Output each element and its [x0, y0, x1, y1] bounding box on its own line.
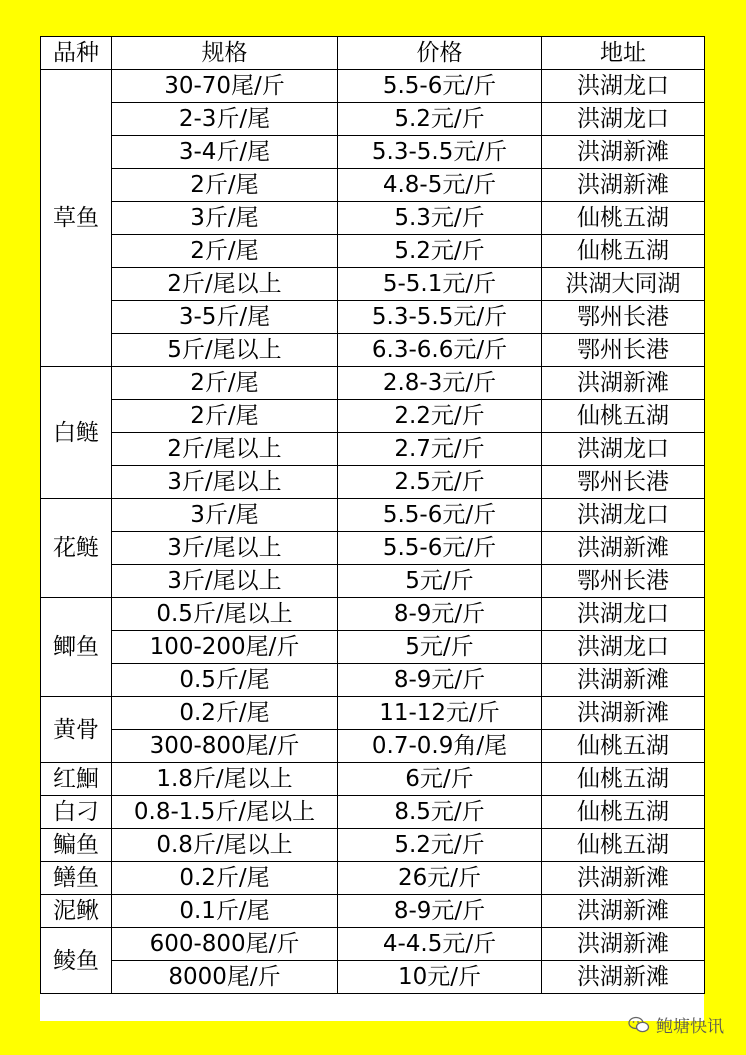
price-cell: 6.3-6.6元/斤 [338, 334, 542, 367]
watermark [628, 1012, 724, 1037]
spec-cell: 100-200尾/斤 [112, 631, 338, 664]
location-cell: 洪湖龙口 [542, 631, 705, 664]
price-cell: 11-12元/斤 [338, 697, 542, 730]
header-location: 地址 [542, 37, 705, 70]
location-cell: 仙桃五湖 [542, 400, 705, 433]
table-row [41, 301, 705, 334]
header-spec: 规格 [112, 37, 338, 70]
species-cell: 鲮鱼 [41, 928, 112, 994]
location-cell: 仙桃五湖 [542, 235, 705, 268]
price-cell: 8-9元/斤 [338, 664, 542, 697]
table-row [41, 367, 705, 400]
location-cell: 洪湖龙口 [542, 598, 705, 631]
spec-cell: 3斤/尾 [112, 202, 338, 235]
table-row [41, 400, 705, 433]
spec-cell: 30-70尾/斤 [112, 70, 338, 103]
price-cell: 5.5-6元/斤 [338, 499, 542, 532]
spec-cell: 3斤/尾以上 [112, 532, 338, 565]
table-row [41, 136, 705, 169]
location-cell: 仙桃五湖 [542, 796, 705, 829]
price-cell: 26元/斤 [338, 862, 542, 895]
price-cell: 4.8-5元/斤 [338, 169, 542, 202]
spec-cell: 3斤/尾以上 [112, 466, 338, 499]
spec-cell: 2-3斤/尾 [112, 103, 338, 136]
location-cell: 洪湖新滩 [542, 928, 705, 961]
species-cell: 黄骨 [41, 697, 112, 763]
location-cell: 仙桃五湖 [542, 202, 705, 235]
table-row [41, 895, 705, 928]
price-cell: 5元/斤 [338, 565, 542, 598]
table-row [41, 928, 705, 961]
spec-cell: 0.5斤/尾 [112, 664, 338, 697]
location-cell: 洪湖龙口 [542, 70, 705, 103]
table-row [41, 466, 705, 499]
price-cell: 2.7元/斤 [338, 433, 542, 466]
location-cell: 洪湖新滩 [542, 136, 705, 169]
spec-cell: 5斤/尾以上 [112, 334, 338, 367]
price-cell: 5.5-6元/斤 [338, 70, 542, 103]
location-cell: 洪湖新滩 [542, 697, 705, 730]
table-body [41, 70, 705, 994]
price-cell: 5.2元/斤 [338, 103, 542, 136]
spec-cell: 2斤/尾 [112, 169, 338, 202]
wechat-icon [628, 1016, 650, 1034]
price-cell: 0.7-0.9角/尾 [338, 730, 542, 763]
location-cell: 洪湖龙口 [542, 103, 705, 136]
table-row [41, 961, 705, 994]
location-cell: 洪湖新滩 [542, 664, 705, 697]
spec-cell: 300-800尾/斤 [112, 730, 338, 763]
price-cell: 5.5-6元/斤 [338, 532, 542, 565]
table-row [41, 631, 705, 664]
spec-cell: 0.2斤/尾 [112, 862, 338, 895]
price-cell: 10元/斤 [338, 961, 542, 994]
spec-cell: 3斤/尾以上 [112, 565, 338, 598]
price-cell: 8-9元/斤 [338, 895, 542, 928]
spec-cell: 3-4斤/尾 [112, 136, 338, 169]
spec-cell: 3斤/尾 [112, 499, 338, 532]
table-row [41, 862, 705, 895]
spec-cell: 2斤/尾以上 [112, 268, 338, 301]
location-cell: 洪湖龙口 [542, 499, 705, 532]
species-cell: 鲫鱼 [41, 598, 112, 697]
spec-cell: 8000尾/斤 [112, 961, 338, 994]
species-cell: 草鱼 [41, 70, 112, 367]
price-cell: 8-9元/斤 [338, 598, 542, 631]
species-cell: 白刁 [41, 796, 112, 829]
location-cell: 仙桃五湖 [542, 763, 705, 796]
species-cell: 鳊鱼 [41, 829, 112, 862]
spec-cell: 0.5斤/尾以上 [112, 598, 338, 631]
table-row [41, 565, 705, 598]
price-cell: 8.5元/斤 [338, 796, 542, 829]
spec-cell: 0.8-1.5斤/尾以上 [112, 796, 338, 829]
price-sheet [40, 36, 704, 1021]
spec-cell: 0.2斤/尾 [112, 697, 338, 730]
spec-cell: 0.1斤/尾 [112, 895, 338, 928]
location-cell: 洪湖新滩 [542, 532, 705, 565]
price-cell: 5.2元/斤 [338, 235, 542, 268]
table-row [41, 202, 705, 235]
spec-cell: 1.8斤/尾以上 [112, 763, 338, 796]
price-cell: 5.3元/斤 [338, 202, 542, 235]
table-row [41, 235, 705, 268]
species-cell: 红鮰 [41, 763, 112, 796]
location-cell: 洪湖新滩 [542, 862, 705, 895]
table-row [41, 664, 705, 697]
header-price: 价格 [338, 37, 542, 70]
location-cell: 鄂州长港 [542, 466, 705, 499]
species-cell: 鳝鱼 [41, 862, 112, 895]
fish-price-table [40, 36, 705, 994]
location-cell: 洪湖新滩 [542, 169, 705, 202]
location-cell: 洪湖龙口 [542, 433, 705, 466]
table-row [41, 433, 705, 466]
location-cell: 洪湖新滩 [542, 895, 705, 928]
spec-cell: 2斤/尾 [112, 367, 338, 400]
table-row [41, 796, 705, 829]
table-row [41, 334, 705, 367]
spec-cell: 2斤/尾 [112, 235, 338, 268]
price-cell: 5元/斤 [338, 631, 542, 664]
spec-cell: 2斤/尾以上 [112, 433, 338, 466]
table-row [41, 169, 705, 202]
location-cell: 洪湖新滩 [542, 367, 705, 400]
table-row [41, 829, 705, 862]
location-cell: 仙桃五湖 [542, 730, 705, 763]
spec-cell: 3-5斤/尾 [112, 301, 338, 334]
spec-cell: 2斤/尾 [112, 400, 338, 433]
price-cell: 5-5.1元/斤 [338, 268, 542, 301]
header-row [41, 37, 705, 70]
location-cell: 仙桃五湖 [542, 829, 705, 862]
price-cell: 2.5元/斤 [338, 466, 542, 499]
table-row [41, 499, 705, 532]
location-cell: 洪湖大同湖 [542, 268, 705, 301]
location-cell: 鄂州长港 [542, 301, 705, 334]
table-row [41, 598, 705, 631]
price-cell: 4-4.5元/斤 [338, 928, 542, 961]
price-cell: 2.2元/斤 [338, 400, 542, 433]
location-cell: 鄂州长港 [542, 565, 705, 598]
table-row [41, 730, 705, 763]
spec-cell: 600-800尾/斤 [112, 928, 338, 961]
price-cell: 5.3-5.5元/斤 [338, 136, 542, 169]
price-cell: 5.2元/斤 [338, 829, 542, 862]
table-row [41, 70, 705, 103]
location-cell: 洪湖新滩 [542, 961, 705, 994]
location-cell: 鄂州长港 [542, 334, 705, 367]
table-row [41, 763, 705, 796]
table-row [41, 532, 705, 565]
species-cell: 泥鳅 [41, 895, 112, 928]
table-row [41, 697, 705, 730]
price-cell: 6元/斤 [338, 763, 542, 796]
species-cell: 白鲢 [41, 367, 112, 499]
header-species: 品种 [41, 37, 112, 70]
species-cell: 花鲢 [41, 499, 112, 598]
table-row [41, 268, 705, 301]
price-cell: 5.3-5.5元/斤 [338, 301, 542, 334]
table-row [41, 103, 705, 136]
spec-cell: 0.8斤/尾以上 [112, 829, 338, 862]
watermark-text: 鲍塘快讯 [656, 1017, 724, 1037]
price-cell: 2.8-3元/斤 [338, 367, 542, 400]
